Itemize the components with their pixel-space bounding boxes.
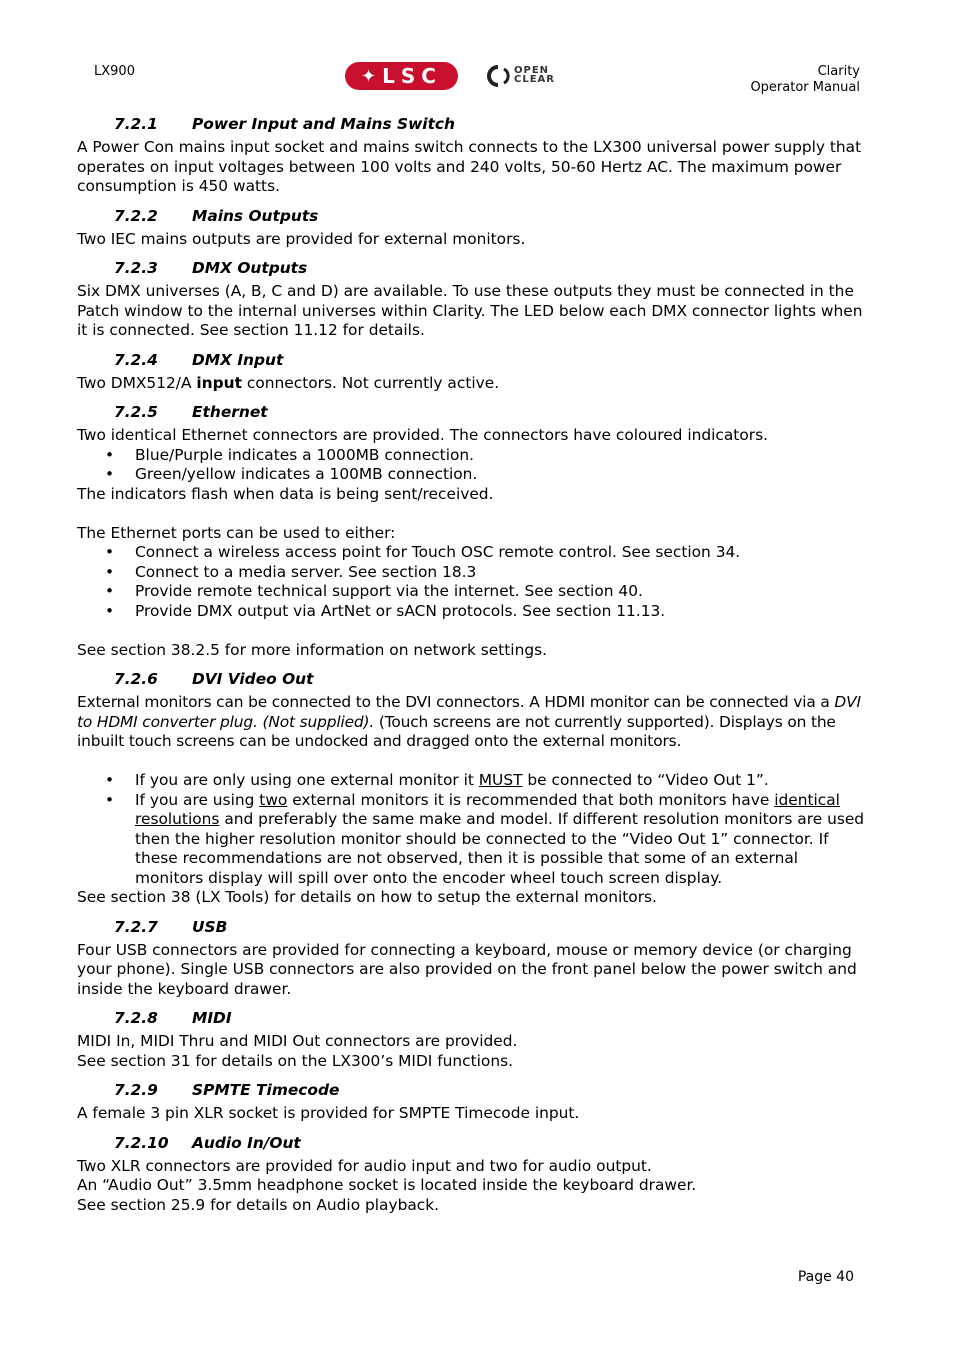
openclear-mark-icon [484,65,512,87]
section-heading: 7.2.6 DVI Video Out [114,670,314,688]
section-heading: 7.2.3 DMX Outputs [114,259,308,277]
paragraph: An “Audio Out” 3.5mm headphone socket is located inside the keyboard drawer. [77,1176,697,1194]
paragraph: The indicators flash when data is being sent/received. [77,484,494,503]
paragraph: Four USB connectors are provided for connecting a keyboard, mouse or memory device (or charging your phone). Single USB connectors are also provided on the front panel below the power switch and inside the keyboard drawer. [77,940,857,998]
openclear-line2: CLEAR [514,74,555,85]
openclear-line1: OPEN [514,65,550,76]
page-body [77,114,867,1215]
paragraph: Two DMX512/A input connectors. Not currently active. [77,373,500,392]
header-product: LX900 [94,64,135,79]
paragraph: A female 3 pin XLR socket is provided for SMPTE Timecode input. [77,1104,580,1122]
list-item: • Connect a wireless access point for Touch OSC remote control. See section 34. [77,543,867,563]
list-item: • If you are using two external monitors it is recommended that both monitors have identical resolutions and preferably the same make and model. If different resolution monitors are used then the higher resolution monitor should be connected to the “Video Out 1” connector. If these recommendations are not observed, then it is possible that some of an external monitors display will spill over onto the encoder wheel touch screen display. [77,791,867,889]
section-heading: 7.2.4 DMX Input [114,350,284,369]
bullet-list [77,543,867,621]
header-right-line2: Operator Manual [750,80,860,95]
list-item: • Green/yellow indicates a 100MB connection. [77,465,867,485]
header-right-line1: Clarity [817,64,860,79]
bullet-list [77,446,867,485]
section-heading: 7.2.9 SPMTE Timecode [114,1081,340,1099]
paragraph: External monitors can be connected to the DVI connectors. A HDMI monitor can be connected via a DVI to HDMI converter plug. (Not supplied). (Touch screens are not currently supported). Displays on the inbuilt touch screens can be undocked and dragged onto the external monitors. [77,693,861,750]
paragraph: Two XLR connectors are provided for audio input and two for audio output. [77,1156,652,1175]
section-heading: 7.2.2 Mains Outputs [114,206,319,225]
paragraph: See section 38 (LX Tools) for details on how to setup the external monitors. [77,888,657,906]
section-heading: 7.2.5 Ethernet [114,403,268,421]
paragraph: A Power Con mains input socket and mains switch connects to the LX300 universal power supply that operates on input voltages between 100 volts and 240 volts, 50-60 Hertz AC. The maximum power consumption is 450 watts. [77,138,862,195]
bullet-list [77,771,867,888]
section-heading: 7.2.8 MIDI [114,1009,232,1027]
lsc-swirl-icon: ✦ [361,65,377,87]
lsc-logo [345,62,458,90]
header-doc-title [750,64,860,96]
list-item: • If you are only using one external monitor it MUST be connected to “Video Out 1”. [77,771,867,791]
section-heading: 7.2.1 Power Input and Mains Switch [114,115,456,133]
lsc-logo-text: LSC [382,64,442,88]
section-heading: 7.2.10 Audio In/Out [114,1133,301,1152]
paragraph: The Ethernet ports can be used to either: [77,523,396,542]
openclear-logo [484,64,579,88]
paragraph: See section 38.2.5 for more information on network settings. [77,640,548,659]
list-item: • Blue/Purple indicates a 1000MB connection. [77,446,867,466]
list-item: • Provide remote technical support via the internet. See section 40. [77,582,867,602]
paragraph: Six DMX universes (A, B, C and D) are available. To use these outputs they must be connected in the Patch window to the internal universes within Clarity. The LED below each DMX connector lights when it is connected. See section 11.12 for details. [77,282,863,339]
paragraph: See section 25.9 for details on Audio playback. [77,1195,440,1214]
paragraph: MIDI In, MIDI Thru and MIDI Out connectors are provided. [77,1032,518,1050]
list-item: • Connect to a media server. See section 18.3 [77,563,867,583]
paragraph: Two identical Ethernet connectors are provided. The connectors have coloured indicators. [77,426,768,444]
paragraph: See section 31 for details on the LX300’s MIDI functions. [77,1051,514,1070]
paragraph: Two IEC mains outputs are provided for external monitors. [77,229,526,248]
page-number: Page 40 [797,1269,854,1285]
section-heading: 7.2.7 USB [114,917,228,936]
list-item: • Provide DMX output via ArtNet or sACN protocols. See section 11.13. [77,602,867,622]
